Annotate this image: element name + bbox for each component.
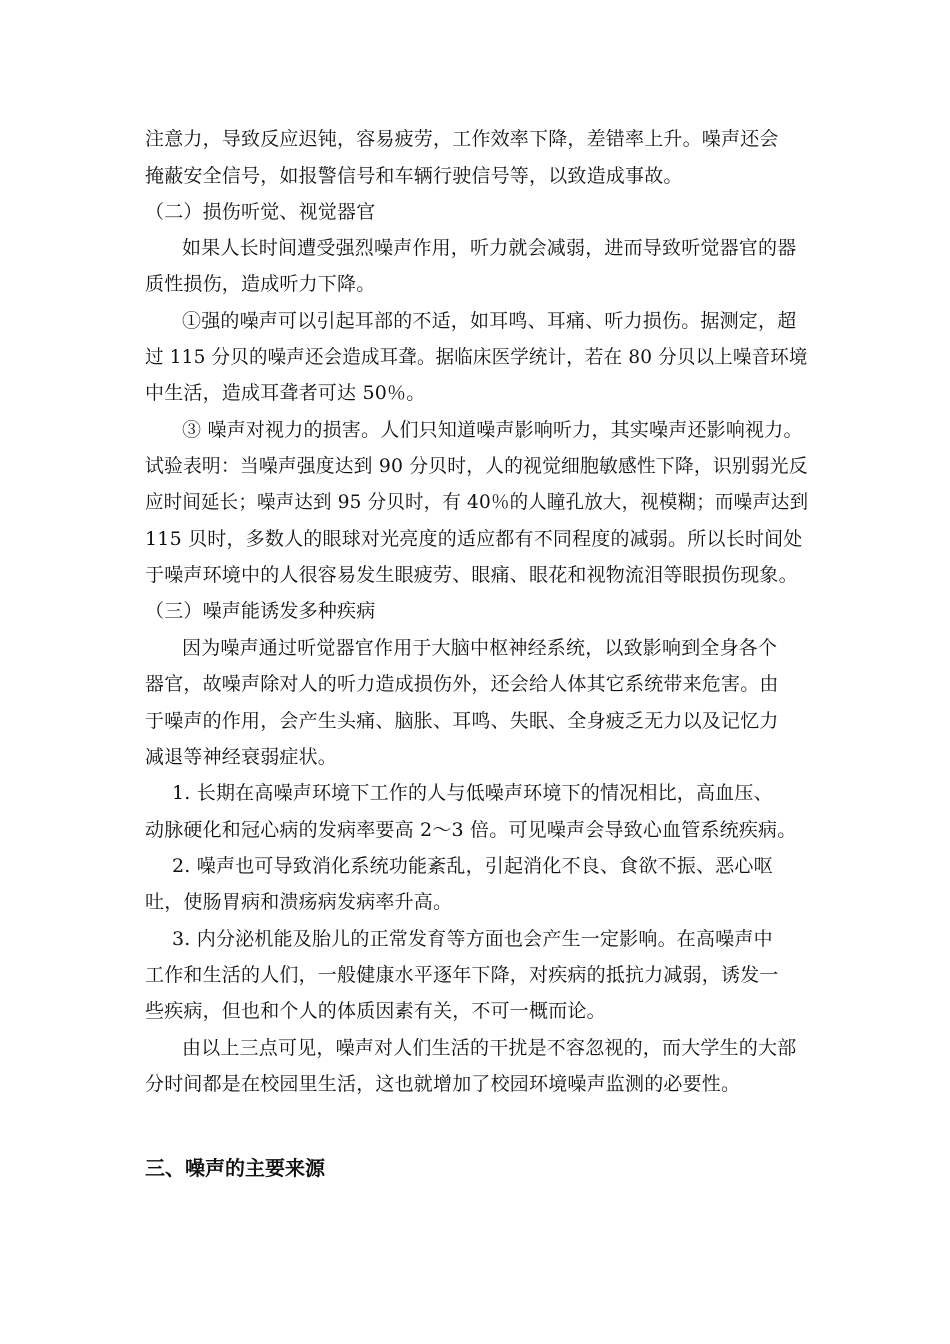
- subsection-heading: （三）噪声能诱发多种疾病: [145, 600, 376, 622]
- body-text-line: 注意力，导致反应迟钝，容易疲劳，工作效率下降，差错率上升。噪声还会: [145, 128, 779, 150]
- body-text-line: 115 贝时，多数人的眼球对光亮度的适应都有不同程度的减弱。所以长时间处: [145, 528, 803, 550]
- body-text-line: 掩蔽安全信号，如报警信号和车辆行驶信号等，以致造成事故。: [145, 165, 683, 187]
- body-text-line: 应时间延长；噪声达到 95 分贝时，有 40％的人瞳孔放大，视模糊；而噪声达到: [145, 491, 809, 513]
- body-text-line: 由以上三点可见，噪声对人们生活的干扰是不容忽视的，而大学生的大部: [182, 1037, 797, 1059]
- body-text-line: 动脉硬化和冠心病的发病率要高 2～3 倍。可见噪声会导致心血管系统疾病。: [145, 819, 797, 841]
- body-text-line: 于噪声的作用，会产生头痛、脑胀、耳鸣、失眠、全身疲乏无力以及记忆力: [145, 710, 779, 732]
- body-text-line: 工作和生活的人们，一般健康水平逐年下降，对疾病的抵抗力减弱，诱发一: [145, 964, 779, 986]
- body-text-line: 于噪声环境中的人很容易发生眼疲劳、眼痛、眼花和视物流泪等眼损伤现象。: [145, 564, 798, 586]
- body-text-line: 因为噪声通过听觉器官作用于大脑中枢神经系统，以致影响到全身各个: [182, 637, 778, 659]
- list-item-line: 3. 内分泌机能及胎儿的正常发育等方面也会产生一定影响。在高噪声中: [172, 928, 773, 950]
- body-text-line: 中生活，造成耳聋者可达 50％。: [145, 382, 426, 404]
- body-text-line: 器官，故噪声除对人的听力造成损伤外，还会给人体其它系统带来危害。由: [145, 673, 779, 695]
- body-text-line: 质性损伤，造成听力下降。: [145, 273, 376, 295]
- body-text-line: 如果人长时间遭受强烈噪声作用，听力就会减弱，进而导致听觉器官的器: [182, 237, 797, 259]
- body-text-line: 些疾病，但也和个人的体质因素有关，不可一概而论。: [145, 1000, 606, 1022]
- body-text-line: ①强的噪声可以引起耳部的不适，如耳鸣、耳痛、听力损伤。据测定，超: [182, 310, 797, 332]
- body-text-line: 分时间都是在校园里生活，这也就增加了校园环境噪声监测的必要性。: [145, 1073, 741, 1095]
- section-heading: 三、噪声的主要来源: [145, 1156, 325, 1180]
- body-text-line: 过 115 分贝的噪声还会造成耳聋。据临床医学统计，若在 80 分贝以上噪音环境: [145, 346, 808, 368]
- body-text-line: 减退等神经衰弱症状。: [145, 746, 338, 768]
- list-item-line: 1. 长期在高噪声环境下工作的人与低噪声环境下的情况相比，高血压、: [172, 782, 773, 804]
- body-text-line: 试验表明：当噪声强度达到 90 分贝时，人的视觉细胞敏感性下降，识别弱光反: [145, 455, 808, 477]
- body-text-line: ③ 噪声对视力的损害。人们只知道噪声影响听力，其实噪声还影响视力。: [182, 419, 803, 441]
- body-text-line: 吐，使肠胃病和溃疡病发病率升高。: [145, 891, 453, 913]
- list-item-line: 2. 噪声也可导致消化系统功能紊乱，引起消化不良、食欲不振、恶心呕: [172, 855, 773, 877]
- subsection-heading: （二）损伤听觉、视觉器官: [145, 201, 376, 223]
